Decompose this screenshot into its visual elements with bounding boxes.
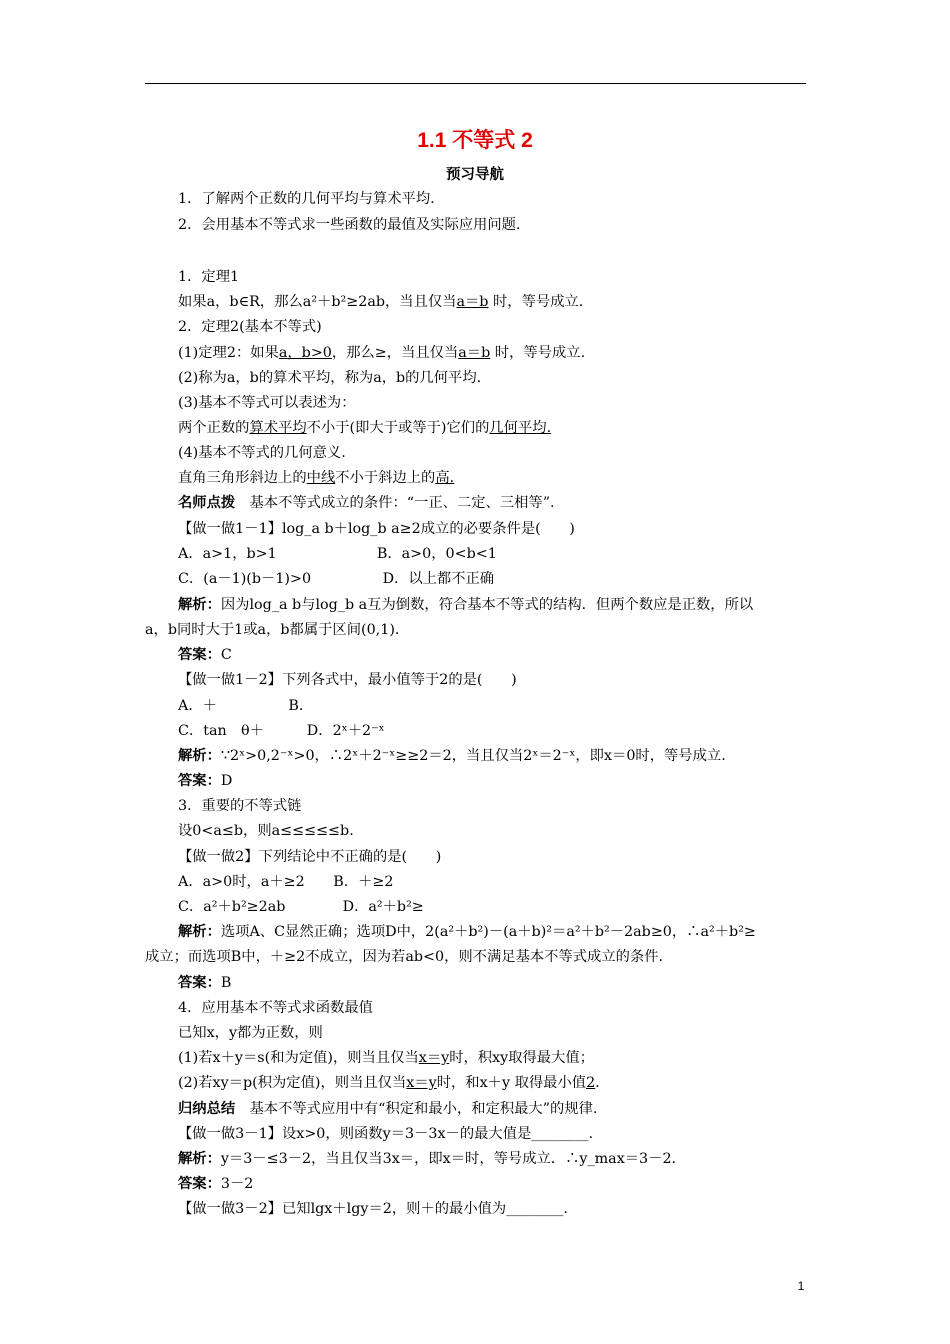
text-line bbox=[178, 898, 424, 916]
text-line bbox=[178, 520, 575, 538]
text-line bbox=[178, 1150, 676, 1168]
line-text: 2．会用基本不等式求一些函数的最值及实际应用问题. bbox=[178, 217, 521, 233]
line-text: (2)称为a，b的算术平均，称为a，b的几何平均. bbox=[178, 370, 482, 386]
text-line bbox=[178, 545, 497, 563]
line-text: 已知x，y都为正数，则 bbox=[178, 1025, 323, 1041]
line-text: (1)若x＋y＝s(和为定值)，则当且仅当 bbox=[178, 1050, 419, 1066]
text-line bbox=[178, 974, 231, 992]
text-line bbox=[178, 646, 232, 664]
underlined-answer: x＝y bbox=[418, 1050, 450, 1066]
line-text: 基本不等式成立的条件：“一正、二定、三相等”. bbox=[235, 495, 555, 511]
text-line bbox=[178, 596, 753, 614]
line-text: C．(a－1)(b－1)>0 D．以上都不正确 bbox=[178, 571, 495, 587]
line-text: A．a>1，b>1 B．a>0，0<b<1 bbox=[178, 546, 497, 562]
line-text: . bbox=[595, 1075, 600, 1091]
bold-label: 答案： bbox=[178, 647, 221, 663]
line-text: 3－2 bbox=[220, 1176, 254, 1192]
text-line bbox=[178, 722, 385, 740]
text-line bbox=[178, 1049, 594, 1067]
bold-label: 解析： bbox=[178, 1151, 221, 1167]
underlined-answer: 中线 bbox=[306, 470, 336, 486]
bold-label: 归纳总结 bbox=[178, 1101, 236, 1117]
line-text: (4)基本不等式的几何意义. bbox=[178, 445, 346, 461]
line-text: a，b同时大于1或a，b都属于区间(0,1). bbox=[145, 622, 400, 638]
line-text: ∵2ˣ>0,2⁻ˣ>0，∴2ˣ＋2⁻ˣ≥≥2＝2，当且仅当2ˣ＝2⁻ˣ，即x＝0时，等号成立. bbox=[220, 748, 726, 764]
text-line bbox=[178, 1200, 568, 1218]
text-line bbox=[178, 494, 555, 512]
line-text: 不小于(即大于或等于)它们的 bbox=[306, 420, 490, 436]
line-text: 成立；而选项B中，＋≥2不成立，因为若ab<0，则不满足基本不等式成立的条件. bbox=[145, 949, 664, 965]
underlined-answer: 算术平均 bbox=[249, 420, 307, 436]
text-line bbox=[178, 344, 585, 362]
line-text: 【做一做3－2】已知lgx＋lgy＝2，则＋的最小值为________. bbox=[178, 1201, 568, 1217]
text-line bbox=[178, 1175, 253, 1193]
line-text: A．＋ B． bbox=[178, 698, 314, 714]
line-text: 【做一做2】下列结论中不正确的是( ) bbox=[178, 849, 442, 865]
underlined-answer: a＝b bbox=[456, 294, 489, 310]
text-line bbox=[178, 419, 551, 437]
line-text: C bbox=[220, 647, 232, 663]
text-line bbox=[178, 923, 756, 941]
line-text: 1．了解两个正数的几何平均与算术平均. bbox=[178, 191, 435, 207]
text-line bbox=[178, 1125, 593, 1143]
bold-label: 名师点拨 bbox=[178, 495, 236, 511]
underlined-answer: x＝y bbox=[406, 1075, 437, 1091]
line-text: A．a>0时，a＋≥2 B．＋≥2 bbox=[178, 874, 394, 890]
text-line bbox=[178, 190, 435, 208]
underlined-answer: a＝b bbox=[458, 345, 491, 361]
line-text: 【做一做3－1】设x>0，则函数y＝3－3x－的最大值是________. bbox=[178, 1126, 594, 1142]
line-text: (2)若xy＝p(积为定值)，则当且仅当 bbox=[178, 1075, 407, 1091]
text-line bbox=[178, 444, 346, 462]
text-line bbox=[178, 394, 356, 412]
line-text: 4．应用基本不等式求函数最值 bbox=[178, 1000, 373, 1016]
underlined-answer: a，b>0 bbox=[278, 345, 332, 361]
line-text: 直角三角形斜边上的 bbox=[178, 470, 307, 486]
line-text: 2．定理2(基本不等式) bbox=[178, 319, 322, 335]
text-line bbox=[178, 1074, 600, 1092]
line-text: C．tan θ＋ D．2ˣ＋2⁻ˣ bbox=[178, 723, 385, 739]
text-line bbox=[178, 848, 441, 866]
text-line bbox=[178, 293, 583, 311]
line-text: 基本不等式应用中有“积定和最小，和定积最大”的规律. bbox=[235, 1101, 598, 1117]
line-text: D bbox=[220, 773, 233, 789]
text-line bbox=[178, 1100, 597, 1118]
line-text: 时，和x＋y 取得最小值 bbox=[436, 1075, 587, 1091]
bold-label: 解析： bbox=[178, 597, 221, 613]
text-line bbox=[178, 697, 313, 715]
line-text: 【做一做1－2】下列各式中，最小值等于2的是( ) bbox=[178, 672, 517, 688]
line-text: y＝3－≤3－2，当且仅当3x＝，即x＝时，等号成立．∴y_max＝3－2. bbox=[220, 1151, 677, 1167]
text-line bbox=[178, 469, 454, 487]
text-line bbox=[178, 216, 520, 234]
bold-label: 答案： bbox=[178, 773, 221, 789]
line-text: B bbox=[220, 975, 232, 991]
text-line bbox=[178, 747, 726, 765]
text-line bbox=[145, 948, 663, 966]
line-text: 两个正数的 bbox=[178, 420, 250, 436]
text-line bbox=[178, 1024, 323, 1042]
line-text: C．a²＋b²≥2ab D．a²＋b²≥ bbox=[178, 899, 424, 915]
page-title: 1.1 不等式 2 bbox=[417, 129, 533, 152]
text-line bbox=[178, 671, 517, 689]
text-line bbox=[178, 268, 239, 286]
header-rule bbox=[145, 83, 806, 84]
text-line bbox=[178, 772, 232, 790]
line-text: 【做一做1－1】log_a b＋log_b a≥2成立的必要条件是( ) bbox=[178, 521, 575, 537]
text-line bbox=[178, 570, 494, 588]
line-text: 不小于斜边上的 bbox=[335, 470, 436, 486]
underlined-answer: 高. bbox=[435, 470, 455, 486]
underlined-answer: 几何平均. bbox=[489, 420, 552, 436]
line-text: 时，等号成立. bbox=[488, 294, 584, 310]
line-text: 选项A、C显然正确；选项D中，2(a²＋b²)－(a＋b)²＝a²＋b²－2ab≥0，∴a²＋b²≥ bbox=[220, 924, 756, 940]
line-text: 时，等号成立. bbox=[490, 345, 586, 361]
line-text: (3)基本不等式可以表述为： bbox=[178, 395, 356, 411]
line-text: (1)定理2：如果 bbox=[178, 345, 279, 361]
section-subtitle: 预习导航 bbox=[446, 167, 504, 183]
text-line bbox=[178, 369, 481, 387]
text-line bbox=[178, 999, 373, 1017]
line-text: 如果a，b∈R，那么a²＋b²≥2ab，当且仅当 bbox=[178, 294, 457, 310]
underlined-answer: 2 bbox=[586, 1075, 596, 1091]
text-line bbox=[178, 873, 393, 891]
bold-label: 答案： bbox=[178, 1176, 221, 1192]
text-line bbox=[178, 822, 354, 840]
bold-label: 解析： bbox=[178, 924, 221, 940]
text-line bbox=[178, 797, 301, 815]
line-text: 1．定理1 bbox=[178, 269, 240, 285]
line-text: 3．重要的不等式链 bbox=[178, 798, 302, 814]
line-text: 时，积xy取得最大值； bbox=[449, 1050, 594, 1066]
text-line bbox=[145, 621, 399, 639]
line-text: 因为log_a b与log_b a互为倒数，符合基本不等式的结构．但两个数应是正数，所以 bbox=[220, 597, 754, 613]
line-text: ，那么≥，当且仅当 bbox=[331, 345, 459, 361]
line-text: 设0<a≤b，则a≤≤≤≤≤b. bbox=[178, 823, 354, 839]
bold-label: 解析： bbox=[178, 748, 221, 764]
text-line bbox=[178, 318, 322, 336]
bold-label: 答案： bbox=[178, 975, 221, 991]
page-number: 1 bbox=[797, 1279, 805, 1293]
